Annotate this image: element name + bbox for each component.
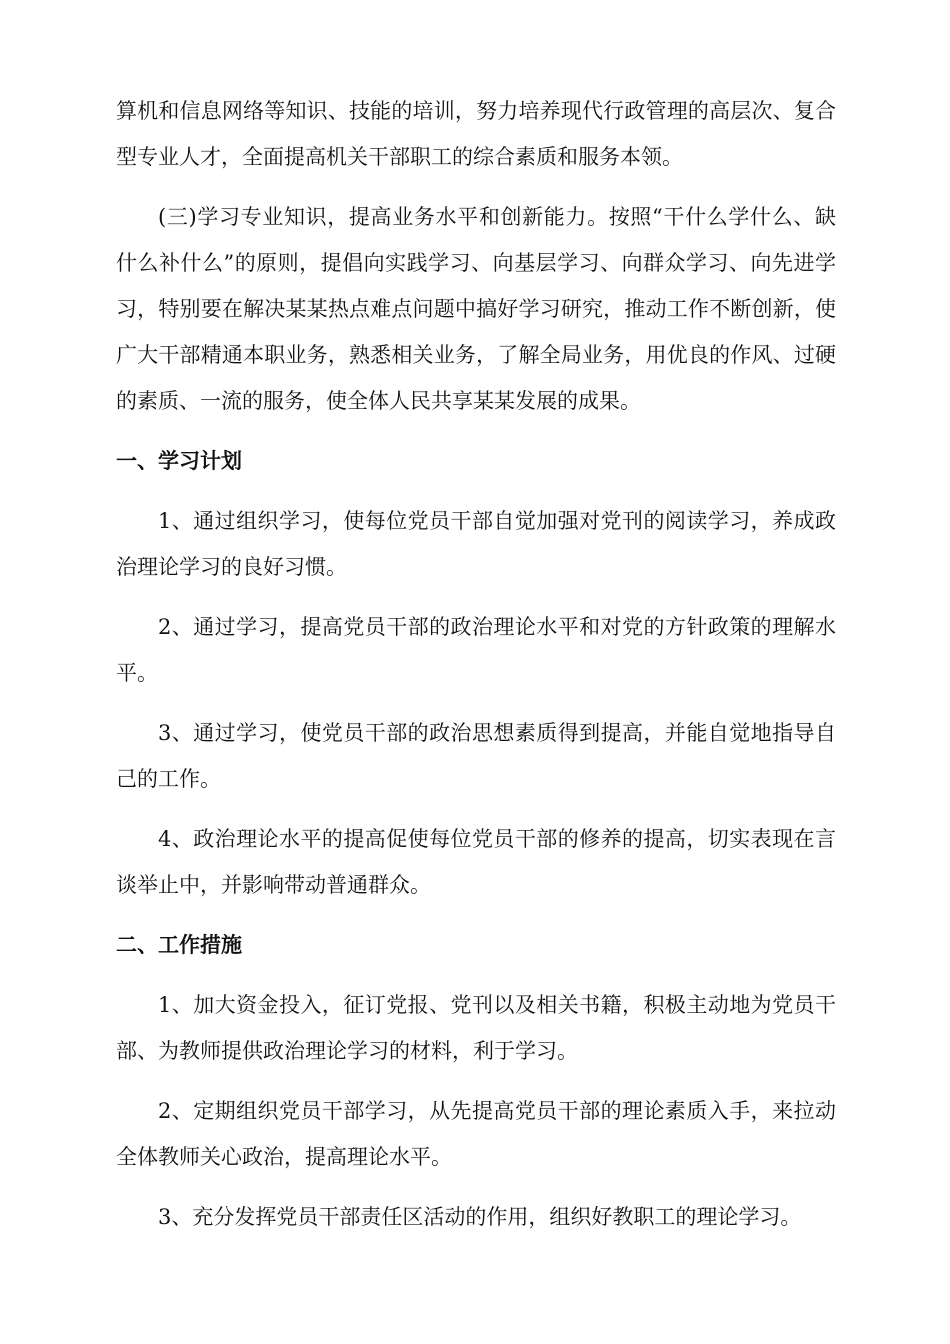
- document-page: [116, 88, 836, 1254]
- study-plan-item-4: 4、政治理论水平的提高促使每位党员干部的修养的提高，切实表现在言谈举止中，并影响带动普通群众。: [116, 827, 836, 897]
- study-plan-item-2: 2、通过学习，提高党员干部的政治理论水平和对党的方针政策的理解水平。: [116, 615, 836, 685]
- work-measure-item-3: 3、充分发挥党员干部责任区活动的作用，组织好教职工的理论学习。: [158, 1205, 802, 1229]
- section-heading-work-measures: 二、工作措施: [116, 933, 242, 957]
- study-plan-item-3: 3、通过学习，使党员干部的政治思想素质得到提高，并能自觉地指导自己的工作。: [116, 721, 836, 791]
- study-plan-item-1: 1、通过组织学习，使每位党员干部自觉加强对党刊的阅读学习，养成政治理论学习的良好习惯。: [116, 509, 836, 579]
- work-measure-item-2: 2、定期组织党员干部学习，从先提高党员干部的理论素质入手，来拉动全体教师关心政治，提高理论水平。: [116, 1099, 836, 1169]
- work-measure-item-1: 1、加大资金投入，征订党报、党刊以及相关书籍，积极主动地为党员干部、为教师提供政治理论学习的材料，利于学习。: [116, 993, 836, 1063]
- intro-paragraph-three: (三)学习专业知识，提高业务水平和创新能力。按照“干什么学什么、缺什么补什么”的原则，提倡向实践学习、向基层学习、向群众学习、向先进学习，特别要在解决某某热点难点问题中搞好学习研究，推动工作不断创新，使广大干部精通本职业务，熟悉相关业务，了解全局业务，用优良的作风、过硬的素质、一流的服务，使全体人民共享某某发展的成果。: [116, 205, 836, 413]
- intro-paragraph-continuation: 算机和信息网络等知识、技能的培训，努力培养现代行政管理的高层次、复合型专业人才，全面提高机关干部职工的综合素质和服务本领。: [116, 99, 836, 169]
- section-heading-study-plan: 一、学习计划: [116, 449, 242, 473]
